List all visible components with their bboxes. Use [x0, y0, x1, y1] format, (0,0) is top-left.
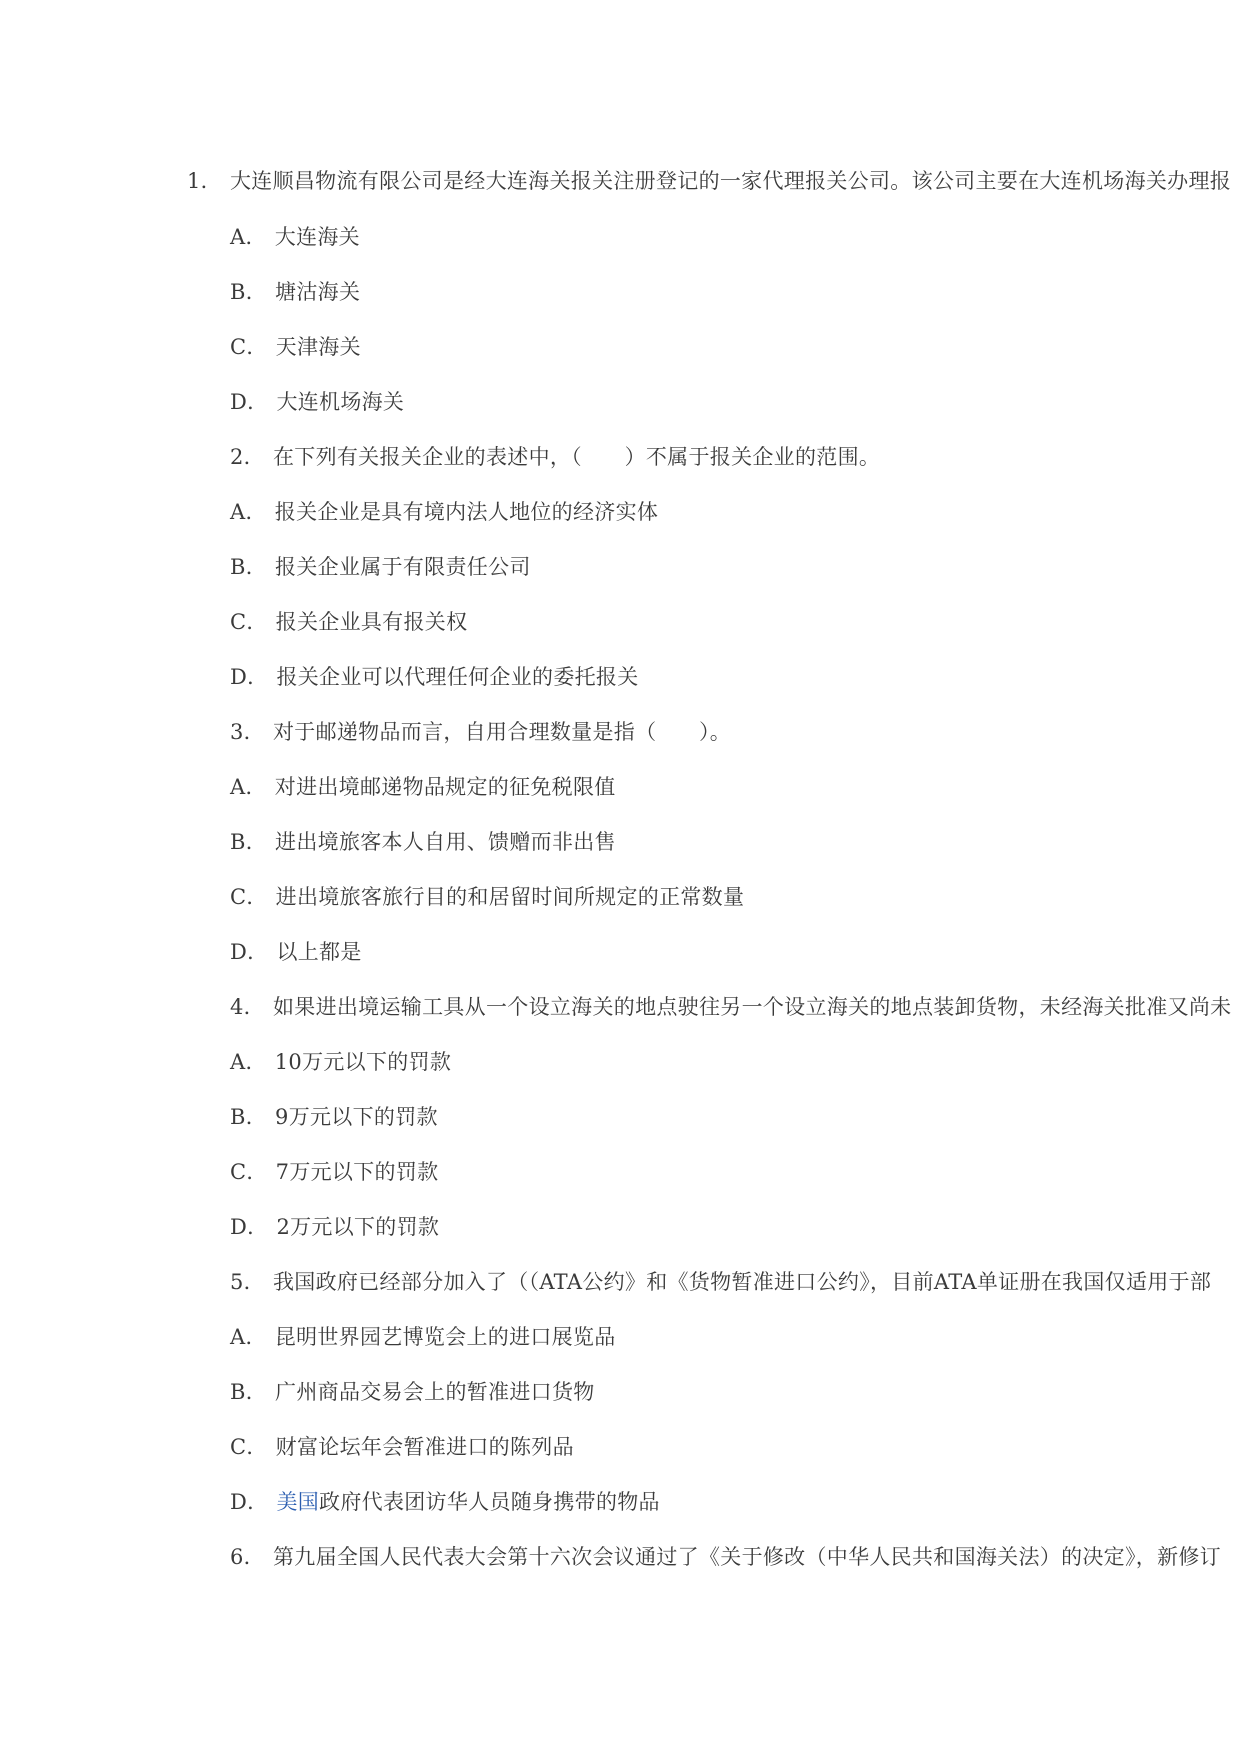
option-label: A．	[230, 1050, 267, 1074]
option-text: 昆明世界园艺博览会上的进口展览品	[274, 1325, 616, 1349]
option-label: C．	[230, 335, 268, 359]
question-text: 大连顺昌物流有限公司是经大连海关报关注册登记的一家代理报关公司。该公司主要在大连机场海关办理报	[229, 169, 1232, 193]
option-text: 2万元以下的罚款	[276, 1215, 440, 1239]
q2-option-b	[230, 552, 531, 582]
question-6	[230, 1542, 1221, 1572]
option-label: C．	[230, 1435, 268, 1459]
question-number: 4．	[230, 995, 265, 1019]
q1-option-a	[230, 222, 360, 252]
option-text: 天津海关	[275, 335, 361, 359]
option-label: D．	[230, 1215, 269, 1239]
option-label: C．	[230, 610, 268, 634]
option-label: D．	[230, 665, 269, 689]
question-text: 如果进出境运输工具从一个设立海关的地点驶往另一个设立海关的地点装卸货物，未经海关批准又尚未	[272, 995, 1232, 1019]
question-number: 5．	[230, 1270, 265, 1294]
option-text: 大连机场海关	[276, 390, 405, 414]
q1-option-d	[230, 387, 404, 417]
q1-option-c	[230, 332, 361, 362]
question-4	[230, 992, 1231, 1022]
option-label: B．	[230, 830, 268, 854]
option-label: D．	[230, 390, 269, 414]
option-label: D．	[230, 940, 269, 964]
q5-option-d	[230, 1487, 660, 1517]
question-text: 在下列有关报关企业的表述中，（ ）不属于报关企业的范围。	[272, 445, 881, 469]
question-2	[230, 442, 880, 472]
q3-option-d	[230, 937, 362, 967]
question-number: 2．	[230, 445, 265, 469]
q5-option-b	[230, 1377, 595, 1407]
option-text: 进出境旅客本人自用、馈赠而非出售	[275, 830, 616, 854]
option-text: 财富论坛年会暂准进口的陈列品	[275, 1435, 574, 1459]
question-text: 我国政府已经部分加入了（（ATA公约》和《货物暂准进口公约》，目前ATA单证册在我国仅适用于部	[272, 1270, 1212, 1294]
question-5	[230, 1267, 1211, 1297]
option-text: 广州商品交易会上的暂准进口货物	[275, 1380, 595, 1404]
question-number: 3．	[230, 720, 265, 744]
option-text: 7万元以下的罚款	[275, 1160, 439, 1184]
q2-option-d	[230, 662, 639, 692]
option-label: C．	[230, 885, 268, 909]
option-label: B．	[230, 1380, 268, 1404]
option-text: 塘沽海关	[275, 280, 361, 304]
option-label: B．	[230, 280, 268, 304]
option-text: 大连海关	[274, 225, 360, 249]
question-3	[230, 717, 731, 747]
option-text: 报关企业可以代理任何企业的委托报关	[276, 665, 639, 689]
q5-option-a	[230, 1322, 616, 1352]
option-text: 10万元以下的罚款	[274, 1050, 452, 1074]
q4-option-b	[230, 1102, 438, 1132]
option-label: A．	[230, 225, 267, 249]
option-text: 对进出境邮递物品规定的征免税限值	[274, 775, 616, 799]
option-text: 进出境旅客旅行目的和居留时间所规定的正常数量	[275, 885, 745, 909]
q2-option-c	[230, 607, 467, 637]
option-label: B．	[230, 1105, 268, 1129]
option-label: D．	[230, 1490, 269, 1514]
q3-option-b	[230, 827, 616, 857]
option-text: 报关企业具有报关权	[275, 610, 468, 634]
option-text: 政府代表团访华人员随身携带的物品	[319, 1490, 660, 1514]
question-text: 第九届全国人民代表大会第十六次会议通过了《关于修改（中华人民共和国海关法）的决定》，新修订	[272, 1545, 1221, 1569]
q5-option-c	[230, 1432, 574, 1462]
option-text: 报关企业属于有限责任公司	[275, 555, 531, 579]
option-label: B．	[230, 555, 268, 579]
question-1	[187, 166, 1231, 196]
option-text: 以上都是	[276, 940, 362, 964]
q4-option-c	[230, 1157, 438, 1187]
option-label: A．	[230, 500, 267, 524]
q1-option-b	[230, 277, 360, 307]
option-label: A．	[230, 775, 267, 799]
q3-option-c	[230, 882, 744, 912]
option-label: C．	[230, 1160, 268, 1184]
question-number: 1．	[187, 169, 222, 193]
option-text: 9万元以下的罚款	[275, 1105, 438, 1129]
q3-option-a	[230, 772, 616, 802]
hyperlink-usa[interactable]: 美国	[276, 1490, 320, 1514]
q2-option-a	[230, 497, 658, 527]
q4-option-d	[230, 1212, 439, 1242]
option-text: 报关企业是具有境内法人地位的经济实体	[274, 500, 659, 524]
question-number: 6．	[230, 1545, 265, 1569]
q4-option-a	[230, 1047, 451, 1077]
question-text: 对于邮递物品而言，自用合理数量是指（ ）。	[272, 720, 732, 744]
option-label: A．	[230, 1325, 267, 1349]
